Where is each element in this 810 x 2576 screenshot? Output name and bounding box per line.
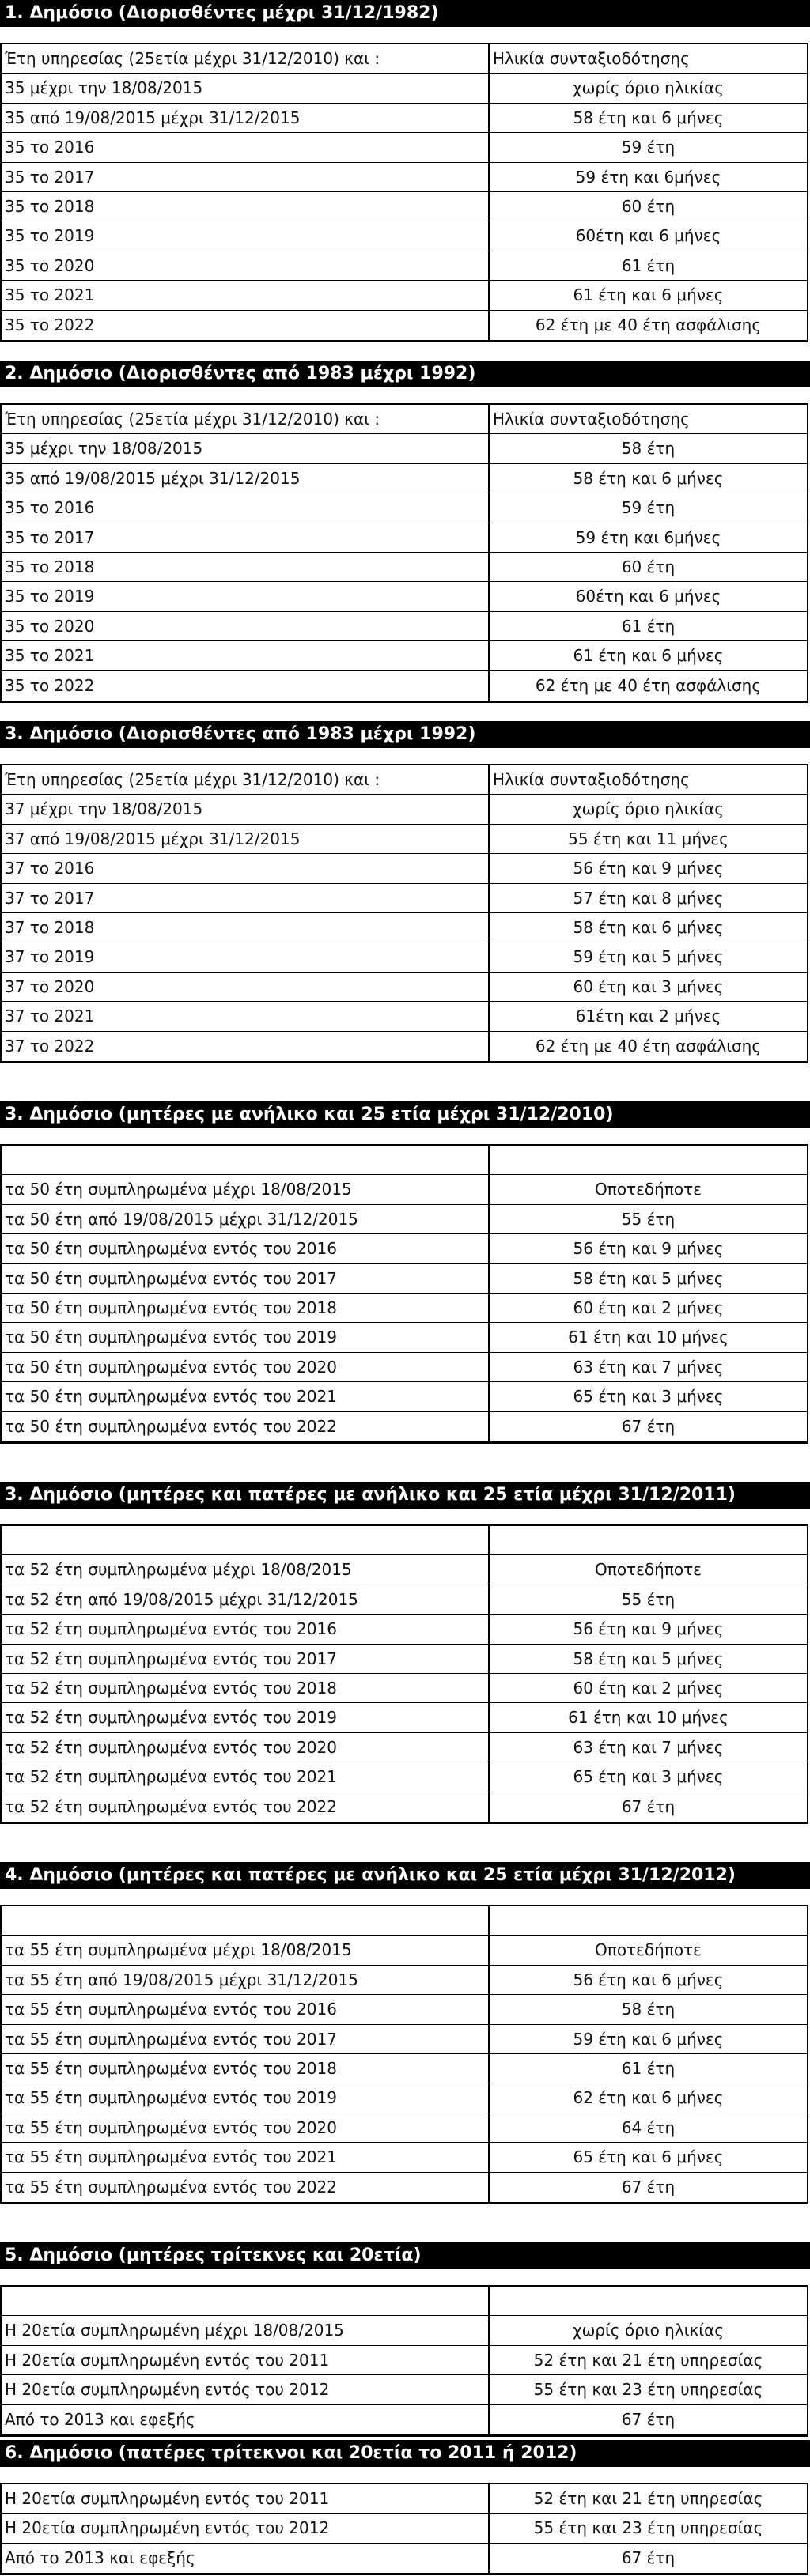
table-row [2,1792,807,1822]
table-row [2,1264,807,1294]
retirement-age-cell [490,1526,807,1554]
service-condition-cell: 37 το 2017 [2,884,490,912]
retirement-age-cell: 60έτη και 6 μήνες [575,587,721,606]
retirement-age-cell: 59 έτη και 5 μήνες [573,947,724,967]
table-row [2,825,807,854]
spacer [0,2467,810,2483]
table-row [2,1555,807,1585]
retirement-age-cell: 64 έτη [621,2117,676,2137]
retirement-table [0,1144,808,1444]
table-row [2,1032,807,1061]
section-title: 1. Δημόσιο (Διορισθέντες μέχρι 31/12/1982) [0,0,810,27]
table-row [2,281,807,310]
service-condition-cell [2,2287,490,2315]
table-row [2,434,807,463]
retirement-age-cell: 61έτη και 2 μήνες [575,1007,721,1026]
service-condition-cell: τα 52 έτη συμπληρωμένα εντός του 2017 [2,1645,490,1673]
retirement-age-cell: 58 έτη και 5 μήνες [573,1649,724,1668]
service-condition-cell: Η 20ετία συμπληρωμένη εντός του 2012 [2,2375,490,2404]
service-condition-cell: τα 52 έτη συμπληρωμένα εντός του 2019 [2,1703,490,1732]
table-row [2,2544,807,2573]
retirement-age-cell: Ηλικία συνταξιοδότησης [493,410,690,429]
table-row [2,1645,807,1674]
service-condition-cell: τα 52 έτη συμπληρωμένα μέχρι 18/08/2015 [2,1555,490,1584]
service-condition-cell: 35 μέχρι την 18/08/2015 [2,74,490,102]
table-header-row [2,1146,807,1175]
retirement-age-cell: 55 έτη και 23 έτη υπηρεσίας [533,2380,763,2400]
service-condition-cell: Η 20ετία συμπληρωμένη εντός του 2011 [2,2484,490,2513]
service-condition-cell: τα 50 έτη συμπληρωμένα εντός του 2018 [2,1294,490,1322]
retirement-age-cell: 67 έτη [621,1416,676,1436]
retirement-age-cell: 55 έτη και 23 έτη υπηρεσίας [533,2518,763,2538]
table-row [2,2514,807,2543]
table-row [2,464,807,493]
service-condition-cell: 35 από 19/08/2015 μέχρι 31/12/2015 [2,464,490,493]
retirement-age-cell: 61 έτη [621,2058,676,2078]
table-row [2,1615,807,1644]
service-condition-cell: τα 55 έτη από 19/08/2015 μέχρι 31/12/2015 [2,1966,490,1994]
retirement-age-cell: 59 έτη [621,138,676,157]
service-condition-cell: Έτη υπηρεσίας (25ετία μέχρι 31/12/2010) και : [2,44,490,73]
table-row [2,1002,807,1031]
section-7 [0,2242,810,2437]
retirement-age-cell: 62 έτη με 40 έτη ασφάλισης [535,315,762,334]
table-row [2,493,807,523]
service-condition-cell: τα 55 έτη συμπληρωμένα εντός του 2019 [2,2083,490,2112]
retirement-age-cell: 65 έτη και 3 μήνες [573,1387,724,1407]
section-title: 3. Δημόσιο (μητέρες με ανήλικο και 25 ετία μέχρι 31/12/2010) [0,1101,810,1128]
retirement-age-cell: 58 έτη και 5 μήνες [573,1268,724,1288]
retirement-age-cell [490,1146,807,1174]
retirement-age-cell: 59 έτη και 6μήνες [575,527,721,547]
retirement-age-cell: 61 έτη [621,255,676,275]
service-condition-cell: τα 50 έτη συμπληρωμένα εντός του 2021 [2,1382,490,1411]
service-condition-cell: τα 50 έτη συμπληρωμένα εντός του 2022 [2,1412,490,1441]
section-title: 3. Δημόσιο (μητέρες και πατέρες με ανήλικο και 25 ετία μέχρι 31/12/2011) [0,1482,810,1509]
service-condition-cell: τα 55 έτη συμπληρωμένα εντός του 2021 [2,2143,490,2171]
retirement-age-cell: Οποτεδήποτε [595,1940,702,1960]
service-condition-cell: 35 το 2019 [2,582,490,610]
table-header-row [2,1906,807,1936]
service-condition-cell: 35 το 2019 [2,221,490,250]
table-row [2,133,807,162]
spacer [0,2269,810,2285]
table-row [2,671,807,701]
table-row [2,1234,807,1263]
retirement-age-cell: 60 έτη και 2 μήνες [573,1678,724,1698]
service-condition-cell: 37 το 2019 [2,942,490,971]
retirement-age-cell: 67 έτη [621,2548,676,2567]
retirement-age-cell: 58 έτη και 6 μήνες [573,468,724,488]
retirement-age-cell: 60 έτη [621,196,676,216]
service-condition-cell: τα 50 έτη συμπληρωμένα μέχρι 18/08/2015 [2,1175,490,1203]
service-condition-cell: Από το 2013 και εφεξής [2,2405,490,2434]
spacer [0,387,810,403]
table-row [2,1585,807,1615]
service-condition-cell: 35 το 2017 [2,523,490,552]
service-condition-cell: τα 52 έτη από 19/08/2015 μέχρι 31/12/2015 [2,1585,490,1614]
spacer [0,1128,810,1144]
service-condition-cell [2,1146,490,1174]
retirement-age-cell: χωρίς όριο ηλικίας [573,78,724,98]
spacer [0,748,810,764]
retirement-age-cell: 58 έτη και 6 μήνες [573,108,724,127]
service-condition-cell [2,1906,490,1935]
table-row [2,2083,807,2113]
retirement-age-cell: 67 έτη [621,2409,676,2429]
section-title: 6. Δημόσιο (πατέρες τρίτεκνοι και 20ετία το 2011 ή 2012) [0,2440,810,2467]
service-condition-cell: 35 το 2016 [2,133,490,161]
retirement-table [0,2285,808,2437]
retirement-table [0,1905,808,2204]
service-condition-cell: 37 το 2016 [2,854,490,882]
service-condition-cell: τα 52 έτη συμπληρωμένα εντός του 2021 [2,1762,490,1791]
retirement-table [0,764,808,1063]
table-row [2,251,807,281]
service-condition-cell: 37 το 2018 [2,913,490,942]
service-condition-cell: τα 50 έτη συμπληρωμένα εντός του 2017 [2,1264,490,1293]
retirement-age-cell: 61 έτη και 6 μήνες [573,285,724,305]
table-row [2,1733,807,1762]
retirement-age-cell: 62 έτη και 6 μήνες [573,2088,724,2108]
table-row [2,2484,807,2514]
service-condition-cell: Έτη υπηρεσίας (25ετία μέχρι 31/12/2010) και : [2,405,490,433]
service-condition-cell: 35 το 2022 [2,311,490,340]
table-row [2,913,807,942]
retirement-table [0,403,808,703]
section-title: 4. Δημόσιο (μητέρες και πατέρες με ανήλικο και 25 ετία μέχρι 31/12/2012) [0,1862,810,1889]
retirement-age-cell: 59 έτη και 6 μήνες [573,2029,724,2049]
table-row [2,795,807,824]
table-row [2,884,807,913]
service-condition-cell: τα 55 έτη συμπληρωμένα εντός του 2016 [2,1995,490,2023]
spacer [0,27,810,43]
section-title: 2. Δημόσιο (Διορισθέντες από 1983 μέχρι 1992) [0,361,810,387]
table-row [2,612,807,641]
spacer [0,1889,810,1905]
table-row [2,2143,807,2172]
service-condition-cell: 37 από 19/08/2015 μέχρι 31/12/2015 [2,825,490,853]
table-row [2,2054,807,2083]
table-row [2,163,807,192]
section-5 [0,1482,810,1824]
table-row [2,582,807,611]
table-header-row [2,1526,807,1555]
service-condition-cell: Από το 2013 και εφεξής [2,2544,490,2573]
table-row [2,1205,807,1234]
table-row [2,1294,807,1323]
service-condition-cell: τα 52 έτη συμπληρωμένα εντός του 2016 [2,1615,490,1643]
retirement-table [0,2483,808,2575]
section-2 [0,361,810,703]
service-condition-cell: 35 το 2021 [2,641,490,670]
retirement-age-cell: 55 έτη [621,1589,676,1609]
table-row [2,942,807,972]
service-condition-cell: Έτη υπηρεσίας (25ετία μέχρι 31/12/2010) και : [2,765,490,794]
retirement-age-cell: 62 έτη με 40 έτη ασφάλισης [535,675,762,695]
service-condition-cell: τα 50 έτη από 19/08/2015 μέχρι 31/12/2015 [2,1205,490,1233]
retirement-age-cell: 63 έτη και 7 μήνες [573,1357,724,1377]
retirement-age-cell: Ηλικία συνταξιοδότησης [493,770,690,789]
table-row [2,523,807,553]
retirement-age-cell: 58 έτη [621,2000,676,2019]
service-condition-cell: 37 μέχρι την 18/08/2015 [2,795,490,823]
table-row [2,192,807,221]
retirement-age-cell: 59 έτη και 6μήνες [575,167,721,187]
table-row [2,1323,807,1352]
retirement-age-cell: 65 έτη και 6 μήνες [573,2147,724,2167]
retirement-age-cell: 52 έτη και 21 έτη υπηρεσίας [533,2350,763,2370]
retirement-age-cell: 60έτη και 6 μήνες [575,226,721,246]
retirement-age-cell: 61 έτη και 10 μήνες [568,1328,729,1347]
service-condition-cell: τα 50 έτη συμπληρωμένα εντός του 2019 [2,1323,490,1351]
service-condition-cell: Η 20ετία συμπληρωμένη μέχρι 18/08/2015 [2,2316,490,2344]
service-condition-cell [2,1526,490,1554]
service-condition-cell: 37 το 2020 [2,973,490,1001]
service-condition-cell: τα 55 έτη συμπληρωμένα εντός του 2022 [2,2173,490,2202]
service-condition-cell: Η 20ετία συμπληρωμένη εντός του 2011 [2,2346,490,2374]
table-row [2,2375,807,2404]
section-title: 3. Δημόσιο (Διορισθέντες από 1983 μέχρι 1992) [0,721,810,748]
table-row [2,311,807,340]
retirement-age-cell [490,1906,807,1935]
service-condition-cell: τα 55 έτη συμπληρωμένα μέχρι 18/08/2015 [2,1936,490,1964]
retirement-age-cell: Ηλικία συνταξιοδότησης [493,49,690,68]
service-condition-cell: τα 50 έτη συμπληρωμένα εντός του 2016 [2,1234,490,1263]
table-header-row [2,44,807,74]
table-row [2,1175,807,1204]
service-condition-cell: 35 το 2016 [2,493,490,522]
table-row [2,553,807,582]
table-row [2,2316,807,2345]
section-4 [0,1101,810,1444]
service-condition-cell: 35 το 2021 [2,281,490,309]
service-condition-cell: Η 20ετία συμπληρωμένη εντός του 2012 [2,2514,490,2542]
table-row [2,973,807,1002]
retirement-age-cell: 52 έτη και 21 έτη υπηρεσίας [533,2489,763,2508]
retirement-age-cell [490,2287,807,2315]
service-condition-cell: 35 το 2020 [2,251,490,280]
retirement-age-cell: Οποτεδήποτε [595,1560,702,1580]
retirement-age-cell: 61 έτη και 6 μήνες [573,646,724,666]
retirement-age-cell: 61 έτη και 10 μήνες [568,1708,729,1728]
table-row [2,1703,807,1732]
service-condition-cell: τα 55 έτη συμπληρωμένα εντός του 2020 [2,2113,490,2142]
service-condition-cell: 35 μέχρι την 18/08/2015 [2,434,490,463]
retirement-age-cell: 67 έτη [621,2177,676,2196]
table-row [2,74,807,103]
table-header-row [2,405,807,434]
service-condition-cell: τα 52 έτη συμπληρωμένα εντός του 2022 [2,1792,490,1822]
section-title: 5. Δημόσιο (μητέρες τρίτεκνες και 20ετία) [0,2242,810,2269]
table-row [2,1382,807,1411]
retirement-age-cell: 61 έτη [621,616,676,636]
table-header-row [2,2287,807,2316]
table-row [2,641,807,670]
table-row [2,1762,807,1792]
retirement-age-cell: 58 έτη και 6 μήνες [573,917,724,937]
service-condition-cell: τα 50 έτη συμπληρωμένα εντός του 2020 [2,1353,490,1381]
table-row [2,2405,807,2434]
retirement-age-cell: 62 έτη με 40 έτη ασφάλισης [535,1036,762,1056]
retirement-age-cell: 60 έτη και 2 μήνες [573,1297,724,1317]
service-condition-cell: 35 το 2018 [2,192,490,221]
retirement-table [0,43,808,342]
retirement-age-cell: 56 έτη και 9 μήνες [573,1619,724,1639]
service-condition-cell: 35 το 2020 [2,612,490,640]
retirement-age-cell: χωρίς όριο ηλικίας [573,2321,724,2340]
service-condition-cell: τα 55 έτη συμπληρωμένα εντός του 2017 [2,2025,490,2053]
table-row [2,2113,807,2143]
service-condition-cell: τα 55 έτη συμπληρωμένα εντός του 2018 [2,2054,490,2083]
table-row [2,1412,807,1441]
retirement-age-cell: 67 έτη [621,1796,676,1816]
retirement-age-cell: 55 έτη και 11 μήνες [568,829,729,848]
retirement-age-cell: 58 έτη [621,439,676,459]
retirement-age-cell: χωρίς όριο ηλικίας [573,799,724,819]
table-row [2,104,807,133]
service-condition-cell: 37 το 2022 [2,1032,490,1061]
table-row [2,2025,807,2054]
table-row [2,1966,807,1995]
retirement-age-cell: 65 έτη και 3 μήνες [573,1767,724,1787]
section-3 [0,721,810,1063]
table-row [2,854,807,883]
retirement-age-cell: 57 έτη και 8 μήνες [573,888,724,908]
retirement-age-cell: 63 έτη και 7 μήνες [573,1737,724,1757]
retirement-age-cell: 55 έτη [621,1209,676,1229]
table-row [2,2346,807,2375]
retirement-age-cell: 56 έτη και 9 μήνες [573,859,724,878]
spacer [0,1509,810,1524]
table-header-row [2,765,807,795]
service-condition-cell: 35 από 19/08/2015 μέχρι 31/12/2015 [2,104,490,132]
table-row [2,221,807,251]
section-1 [0,0,810,342]
service-condition-cell: 35 το 2022 [2,671,490,701]
table-row [2,1353,807,1382]
retirement-table [0,1524,808,1824]
table-row [2,1936,807,1965]
section-6 [0,1862,810,2204]
retirement-age-cell: 60 έτη [621,557,676,576]
retirement-age-cell: 59 έτη [621,498,676,518]
service-condition-cell: τα 52 έτη συμπληρωμένα εντός του 2018 [2,1674,490,1702]
service-condition-cell: 35 το 2018 [2,553,490,581]
table-row [2,1674,807,1703]
section-8 [0,2440,810,2575]
service-condition-cell: τα 52 έτη συμπληρωμένα εντός του 2020 [2,1733,490,1762]
retirement-age-cell: 60 έτη και 3 μήνες [573,976,724,996]
table-row [2,1995,807,2024]
retirement-age-cell: Οποτεδήποτε [595,1180,702,1199]
service-condition-cell: 35 το 2017 [2,163,490,191]
service-condition-cell: 37 το 2021 [2,1002,490,1030]
retirement-age-cell: 56 έτη και 9 μήνες [573,1239,724,1259]
retirement-age-cell: 56 έτη και 6 μήνες [573,1970,724,1989]
table-row [2,2173,807,2202]
